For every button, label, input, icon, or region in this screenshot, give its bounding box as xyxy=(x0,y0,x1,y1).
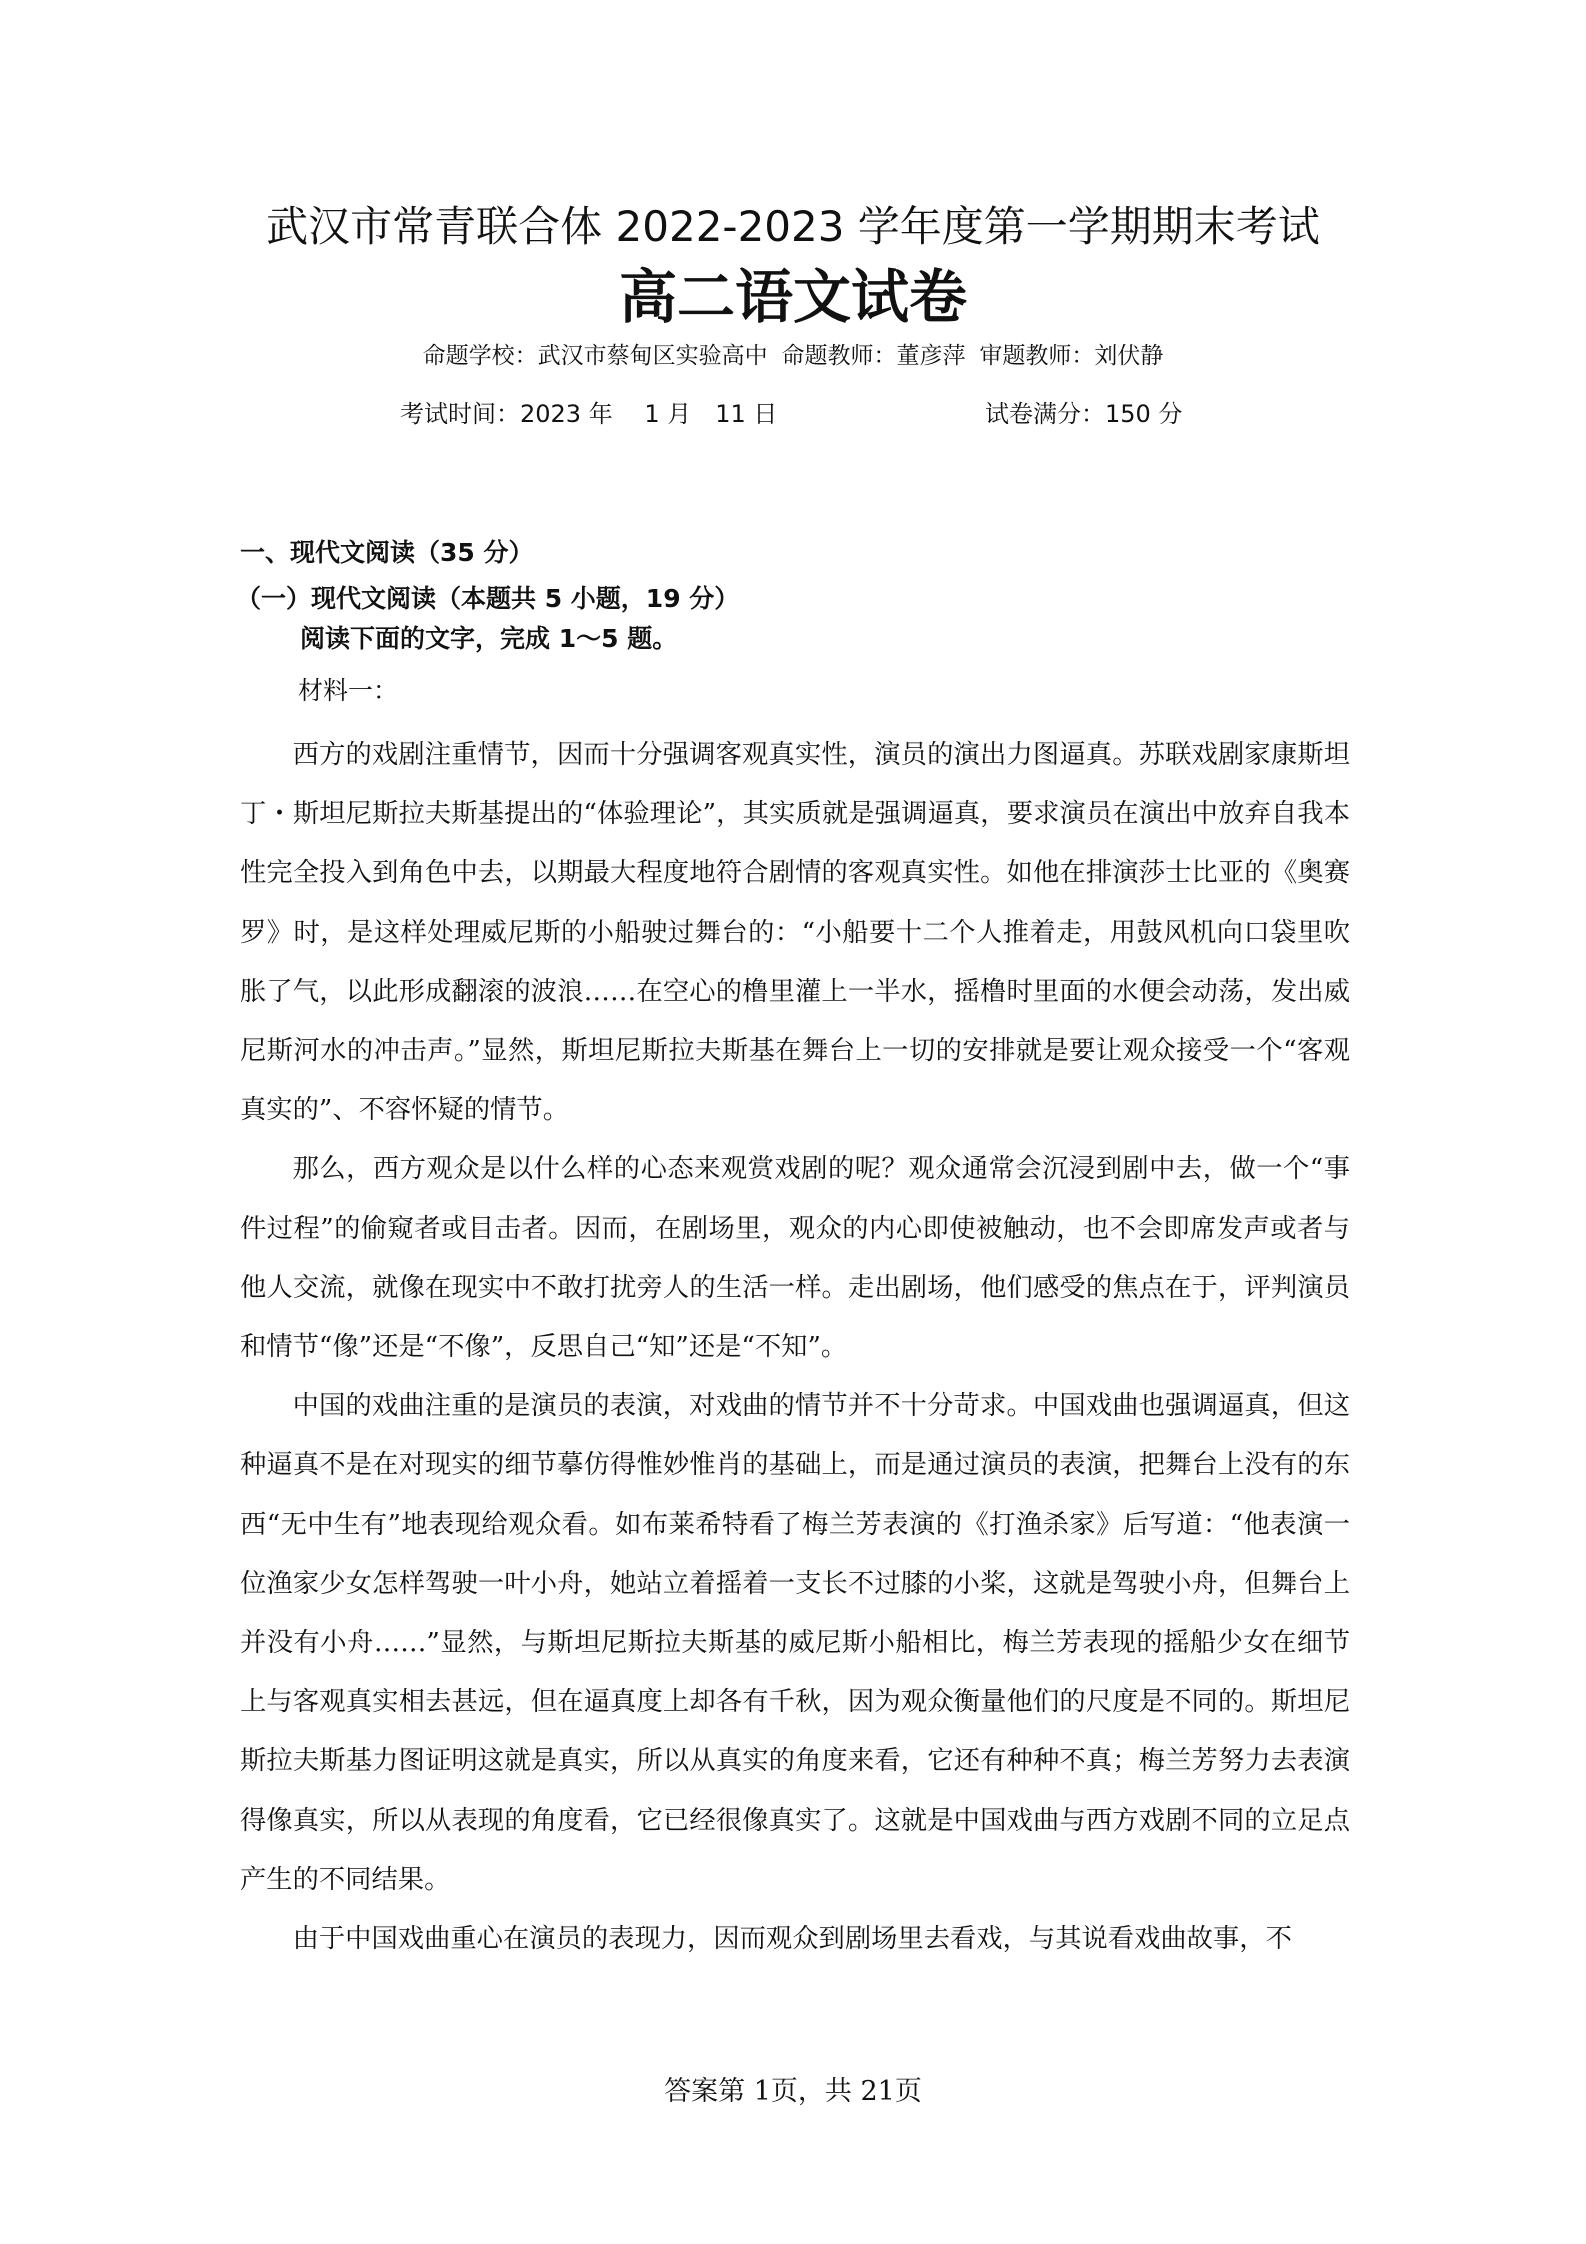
material-label: 材料一： xyxy=(298,676,399,705)
reading-instruction: 阅读下面的文字，完成 1～5 题。 xyxy=(300,624,678,653)
exam-subtitle: 高二语文试卷 xyxy=(618,263,967,331)
exam-time: 考试时间：2023 年 1 月 11 日 xyxy=(400,400,778,428)
passage-paragraph: 西方的戏剧注重情节，因而十分强调客观真实性，演员的演出力图逼真。苏联戏剧家康斯坦丁・斯坦尼斯拉夫斯基提出的“体验理论”，其实质就是强调逼真，要求演员在演出中放弃自我本性完全投入到角色中去，以期最大程度地符合剧情的客观真实性。如他在排演莎士比亚的《奥赛罗》时，是这样处理威尼斯的小船驶过舞台的：“小船要十二个人推着走，用鼓风机向口袋里吹胀了气，以此形成翻滚的波浪……在空心的橹里灌上一半水，摇橹时里面的水便会动荡，发出威尼斯河水的冲击声。”显然，斯坦尼斯拉夫斯基在舞台上一切的安排就是要让观众接受一个“客观真实的”、不容怀疑的情节。 xyxy=(240,740,1350,1126)
passage-paragraph: 中国的戏曲注重的是演员的表演，对戏曲的情节并不十分苛求。中国戏曲也强调逼真，但这种逼真不是在对现实的细节摹仿得惟妙惟肖的基础上，而是通过演员的表演，把舞台上没有的东西“无中生有”地表现给观众看。如布莱希特看了梅兰芳表演的《打渔杀家》后写道：“他表演一位渔家少女怎样驾驶一叶小舟，她站立着摇着一支长不过膝的小桨，这就是驾驶小舟，但舞台上并没有小舟……”显然，与斯坦尼斯拉夫斯基的威尼斯小船相比，梅兰芳表现的摇船少女在细节上与客观真实相去甚远，但在逼真度上却各有千秋，因为观众衡量他们的尺度是不同的。斯坦尼斯拉夫斯基力图证明这就是真实，所以从真实的角度来看，它还有种种不真；梅兰芳努力去表演得像真实，所以从表现的角度看，它已经很像真实了。这就是中国戏曲与西方戏剧不同的立足点产生的不同结果。 xyxy=(240,1391,1350,1895)
page-footer: 答案第 1页，共 21页 xyxy=(664,2076,922,2107)
section-heading-reading: （一）现代文阅读（本题共 5 小题，19 分） xyxy=(236,584,740,613)
exam-title: 武汉市常青联合体 2022-2023 学年度第一学期期末考试 xyxy=(266,202,1320,251)
exam-authors: 命题学校：武汉市蔡甸区实验高中 命题教师：董彦萍 审题教师：刘伏静 xyxy=(422,343,1164,369)
passage-paragraph: 那么，西方观众是以什么样的心态来观赏戏剧的呢？观众通常会沉浸到剧中去，做一个“事件过程”的偷窥者或目击者。因而，在剧场里，观众的内心即使被触动，也不会即席发声或者与他人交流，就像在现实中不敢打扰旁人的生活一样。走出剧场，他们感受的焦点在于，评判演员和情节“像”还是“不像”，反思自己“知”还是“不知”。 xyxy=(240,1154,1350,1363)
exam-full-score: 试卷满分：150 分 xyxy=(985,400,1183,428)
section-heading-part1: 一、现代文阅读（35 分） xyxy=(240,538,534,567)
passage-paragraph: 由于中国戏曲重心在演员的表现力，因而观众到剧场里去看戏，与其说看戏曲故事，不 xyxy=(292,1924,1292,1955)
reading-passage xyxy=(240,726,1350,1969)
